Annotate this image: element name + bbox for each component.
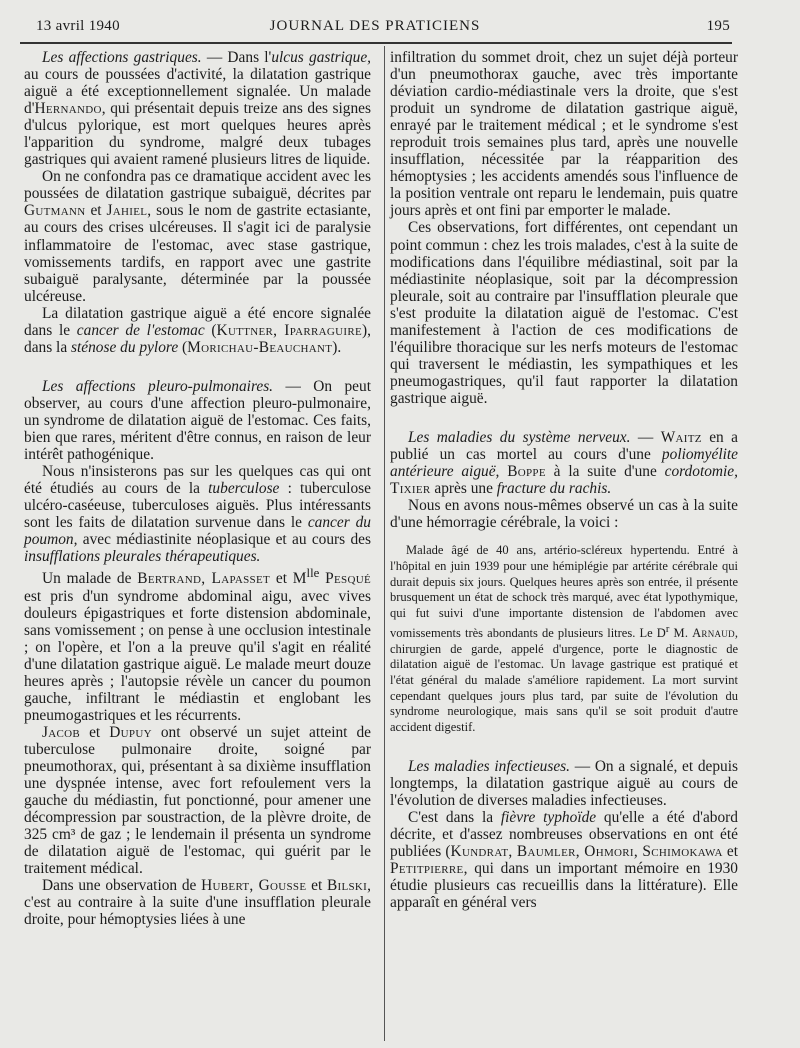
paragraph-gastric-ulcus: Les affections gastriques. — Dans l'ulcus gastrique, au cours de poussées d'activité, la dilatation gastrique aiguë a été exceptionnellement signalée. Un malade d'Hernando, qui présentait depuis treize ans des signes d'ulcus pylorique, est mort quelques heures après l'apparition du syndrome, malgré deux tubages gastriques qui avaient ramené plusieurs litres de liquide. — [24, 49, 371, 169]
right-column — [390, 49, 738, 911]
section-pleuro-pulmonary: Les affections pleuro-pulmonaires. — On peut observer, au cours d'une affection pleuro-pulmonaire, un syndrome de dilatation aiguë de l'estomac. Ces faits, bien que rares, méritent d'être connus, en raison de leur intérêt pathogénique. — [24, 377, 371, 464]
section-infectious-diseases: Les maladies infectieuses. — On a signalé, et depuis longtemps, la dilatation gastrique aiguë au cours de l'évolution de diverses maladies infectieuses. — [390, 757, 738, 809]
paragraph-gastrite-ectasiante: On ne confondra pas ce dramatique accident avec les poussées de dilatation gastrique subaiguë, décrites par Gutmann et Jahiel, sous le nom de gastrite ectasiante, au cours des crises ulcéreuses. Il s'agit ici de paralysie inflammatoire de l'estomac, avec stase gastrique, vomissements tardifs, en rapport avec une gastrite subaiguë paralysante, déterminée par la poussée ulcéreuse. — [24, 168, 371, 305]
journal-title: JOURNAL DES PRATICIENS — [269, 18, 481, 34]
paragraph-own-case-intro: Nous en avons nous-mêmes observé un cas à la suite d'une hémorragie cérébrale, la voici : — [390, 497, 738, 532]
paragraph-cancer-stomach: La dilatation gastrique aiguë a été encore signalée dans le cancer de l'estomac (Kuttner, Iparraguire), dans la sténose du pylore (Morichau-Beauchant). — [24, 304, 371, 356]
page-number: 195 — [706, 18, 730, 34]
paragraph-bertrand-case: Un malade de Bertrand, Lapasset et $M^{lle}$ Pesqué est pris d'un syndrome abdominal aigu, avec vives douleurs épigastriques et forte distension abdominale, sans vomissement ; on pense à une occlusion intestinale ; on l'opère, et l'on a la preuve qu'il s'agit en réalité d'une dilatation gastrique aiguë. Le malade meurt douze heures après ; l'autopsie révèle un cancer du poumon gauche, infiltrant le médiastin et englobant les pneumogastriques et les récurrents. — [24, 566, 371, 724]
paragraph-continuation: infiltration du sommet droit, chez un sujet déjà porteur d'un pneumothorax gauche, avec très importante déviation cardio-médiastinale vers la droite, que s'est produit un syndrome de dilatation gastrique aiguë, enrayé par le traitement médical ; et le syndrome s'est reproduit trois semaines plus tard, après une nouvelle insufflation, nécessitée par la réapparition des hémoptysies ; les accidents amendés sous l'influence de la position ventrale ont reparu le lendemain, puis quatre jours après et ont fini par emporter le malade. — [390, 49, 738, 220]
column-divider — [384, 46, 385, 1041]
header-date: 13 avril 1940 — [36, 18, 120, 34]
paragraph-hubert-case: Dans une observation de Hubert, Gousse et Bilski, c'est au contraire à la suite d'une insufflation pleurale droite, pour hémoptysies liées à une — [24, 877, 371, 929]
header-rule — [20, 42, 732, 44]
section-nervous-system: Les maladies du système nerveux. — Waitz en a publié un cas mortel au cours d'une poliomyélite antérieure aiguë, Boppe à la suite d'une cordotomie, Tixier après une fracture du rachis. — [390, 428, 739, 498]
paragraph-jacob-dupuy: Jacob et Dupuy ont observé un sujet atteint de tuberculose pulmonaire droite, soigné par pneumothorax, qui, présentant à sa dixième insufflation une dyspnée intense, avec fort refoulement vers la gauche du médiastin, fut ponctionné, pour amener une décompression par soustraction, de la plèvre droite, de 325 cm³ de gaz ; le lendemain il présenta un syndrome de dilatation aiguë de l'estomac, qui guérit par le traitement médical. — [24, 723, 372, 878]
paragraph-typhoid: C'est dans la fièvre typhoïde qu'elle a été d'abord décrite, et d'assez nombreuses observations en ont été publiées (Kundrat, Baumler, Ohmori, Schimokawa et Petitpierre, qui dans un important mémoire en 1930 étudie plusieurs cas recueillis dans la littérature). Elle apparaît en général vers — [390, 809, 738, 912]
running-header — [20, 18, 730, 40]
left-column — [24, 49, 371, 928]
paragraph-common-point: Ces observations, fort différentes, ont cependant un point commun : chez les trois malades, c'est à la suite de modifications dans l'équilibre médiastinal, soit par la médiastinite néoplasique, soit par la décompression pleurale, soit au contraire par l'insufflation pleurale que s'est produite la dilatation aiguë de l'estomac. C'est manifestement à l'action de ces modifications de l'équilibre thoracique sur les nerfs moteurs de l'estomac qui traversent le médiastin, les sympathiques et les pneumogastriques, qu'il faut rapporter la dilatation gastrique aiguë. — [390, 219, 738, 407]
case-observation: Malade âgé de 40 ans, artério-scléreux hypertendu. Entré à l'hôpital en juin 1939 pour une hémiplégie par artérite cérébrale qui durait depuis six jours. Quelques heures après son entrée, il présente brusquement un état de schock très marqué, avec état lypothymique, qui fut suivi d'une importante distension de l'abdomen avec vomissements très abondants de plusieurs litres. Le $D^r$ M. Arnaud, chirurgien de garde, appelé d'urgence, porte le diagnostic de dilatation aiguë de l'estomac. Un lavage gastrique est pratiqué et l'état général du malade s'améliore rapidement. La mort survint cependant quelques jours plus tard, par suite de l'évolution du syndrome neurologique, mais sans qu'il se soit produit d'autre accident digestif. — [390, 543, 739, 735]
paragraph-tuberculosis: Nous n'insisterons pas sur les quelques cas qui ont été étudiés au cours de la tuberculose : tuberculose ulcéro-caséeuse, tuberculoses aiguës. Plus intéressants sont les faits de dilatation survenue dans le cancer du poumon, avec médiastinite néoplasique et au cours des insufflations pleurales thérapeutiques. — [24, 463, 371, 566]
